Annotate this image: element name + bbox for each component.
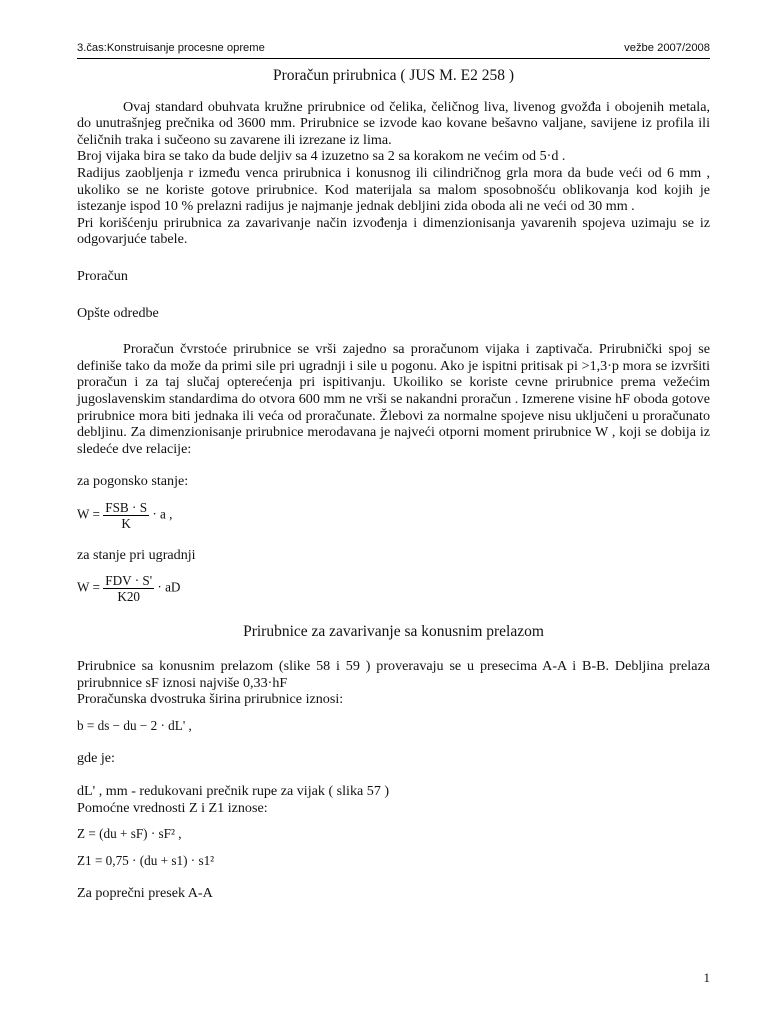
eq2-denominator: K20: [117, 589, 141, 605]
equation-b: b = ds − du − 2 · dL' ,: [77, 717, 192, 733]
pomocne-label: Pomoćne vrednosti Z i Z1 iznose:: [77, 799, 268, 816]
eq2-lhs: W =: [77, 580, 100, 595]
eq2-tail: · aD: [157, 580, 181, 595]
dl-definition: dL' , mm - redukovani prečnik rupe za vijak ( slika 57 ): [77, 783, 390, 800]
equation-pogon: [77, 500, 710, 531]
eq1-fraction: [103, 500, 149, 531]
section-subtitle: Prirubnice za zavarivanje sa konusnim prelazom: [243, 623, 544, 641]
eq1-lhs: W =: [77, 506, 100, 522]
section-proracun: Proračun: [77, 267, 128, 284]
eq1-numerator: FSB · S: [105, 499, 148, 515]
page-header: [77, 42, 710, 59]
eq2-numerator: FDV · S': [105, 573, 153, 589]
eq1-tail: · a ,: [152, 506, 173, 522]
intro-paragraph-1: Ovaj standard obuhvata kružne prirubnice od čelika, čeličnog liva, livenog gvožđa i obojenih metala, do unutrašnjeg prečnika od 3600 mm. Prirubnice se izvode kao kovane bešavno valjane, savijene iz profila ili čeličnih traka i sučeono su zavarene ili izrezane iz lima.: [77, 98, 710, 148]
konus-paragraph-2: Proračunska dvostruka širina prirubnice iznosi:: [77, 691, 344, 708]
equation-z: Z = (du + sF) · sF² ,: [77, 826, 182, 842]
gde-je-label: gde je:: [77, 750, 115, 767]
eq2-fraction: [103, 573, 154, 604]
equation-ugradnja: [77, 573, 710, 604]
intro-paragraph-2: Broj vijaka bira se tako da bude deljiv sa 4 izuzetno sa 2 sa korakom ne većim od 5·d .: [77, 148, 566, 165]
section-opste-odredbe: Opšte odredbe: [77, 304, 159, 321]
page-content: [77, 68, 710, 902]
header-right: vežbe 2007/2008: [624, 42, 710, 54]
opste-paragraph: Proračun čvrstoće prirubnice se vrši zajedno sa proračunom vijaka i zaptivača. Prirubnički spoj se definiše tako da može da primi sile pri ugradnji i sile u pogonu. Ako je ispitni pritisak pi >1,3·p mora se izvršiti proračun i za taj slučaj opterećenja pri ispitivanju. Ukoiliko se koriste cevne prirubnice prema vežećim jugoslavenskim standardima do otvora 600 mm ne vrši se nakandni proračun . Izmerene visine hF oboda gotove prirubnice mora biti jednaka ili veća od proračunate. Žlebovi za normalne spojeve nisu uključeni u proračunato debljinu. Za dimenzionisanje prirubnice merodavana je najveći otporni moment prirubnice W , koji se dobija iz sledeće dve relacije:: [77, 341, 710, 457]
intro-paragraph-3: Radijus zaobljenja r između venca prirubnica i konusnog ili cilindričnog grla mora da bude veći od 6 mm , ukoliko se ne koriste gotove prirubnice. Kod materijala sa malom sposobnošću oblikovanja kod kojih je istezanje ispod 10 % prelazni radijus je najmanje jednak debljini zida oboda ali ne veći od 30 mm .: [77, 164, 710, 215]
presek-label: Za poprečni presek A-A: [77, 885, 213, 902]
document-title: Proračun prirubnica ( JUS M. E2 258 ): [272, 67, 515, 84]
equation-z1: Z1 = 0,75 · (du + s1) · s1²: [77, 852, 215, 868]
intro-paragraph-4: Pri korišćenju prirubnica za zavarivanje način izvođenja i dimenzionisanja yavarenih spojeva uzimaju se iz odgovarjuće tabele.: [77, 214, 710, 248]
pogon-label: za pogonsko stanje:: [77, 473, 189, 490]
header-left: 3.čas:Konstruisanje procesne opreme: [77, 42, 265, 54]
eq1-denominator: K: [121, 515, 131, 531]
page-number: 1: [703, 970, 710, 985]
konus-paragraph-1: Prirubnice sa konusnim prelazom (slike 58 i 59 ) proveravaju se u presecima A-A i B-B. Debljina prelaza prirubnnice sF iznosi najviše 0,33·hF: [77, 658, 710, 691]
ugradnja-label: za stanje pri ugradnji: [77, 546, 196, 563]
